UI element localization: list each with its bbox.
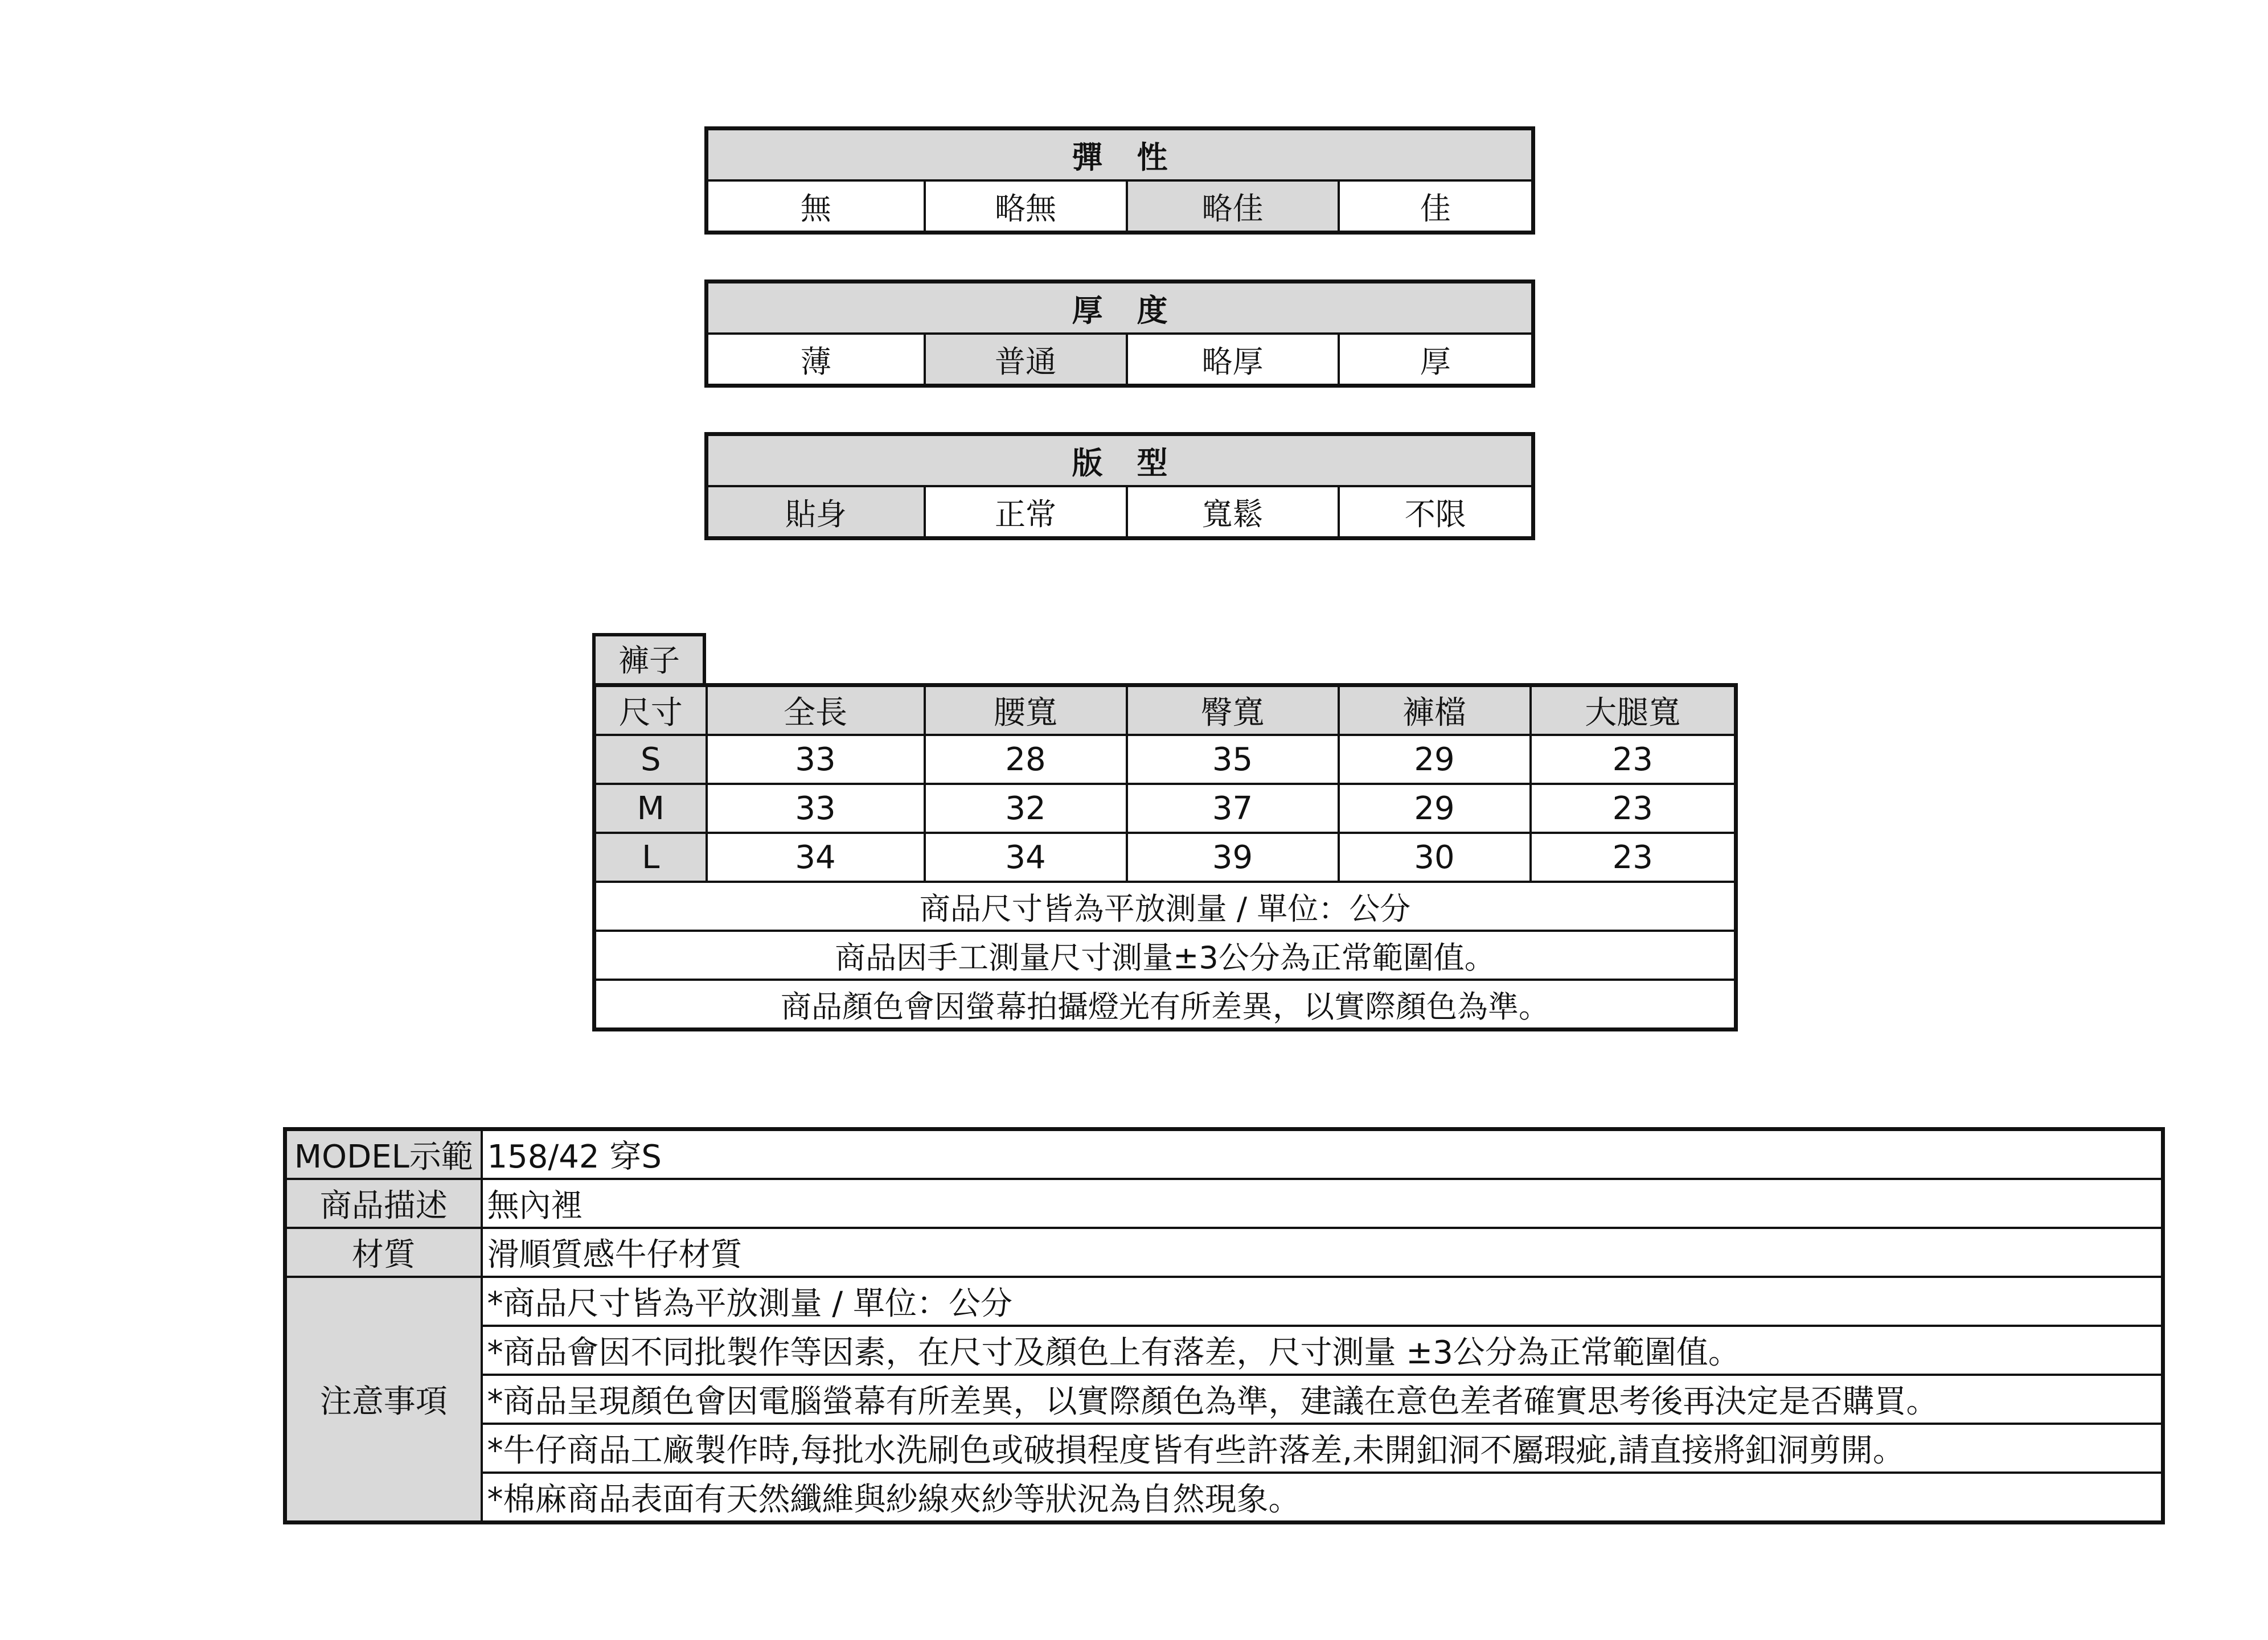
elasticity-title: 彈性 [707, 129, 1533, 181]
elasticity-option: 佳 [1339, 180, 1533, 233]
size-header: 褲檔 [1339, 685, 1531, 735]
size-label: M [594, 784, 707, 833]
model-value: 158/42 穿S [482, 1129, 2163, 1179]
fit-title: 版型 [707, 434, 1533, 487]
elasticity-option: 無 [707, 180, 925, 233]
fit-option: 寬鬆 [1127, 486, 1339, 539]
size-header: 腰寬 [925, 685, 1127, 735]
notice-item: *棉麻商品表面有天然纖維與紗線夾紗等狀況為自然現象。 [482, 1473, 2163, 1523]
size-cell: 23 [1531, 784, 1736, 833]
notice-item: *牛仔商品工廠製作時,每批水洗刷色或破損程度皆有些許落差,未開釦洞不屬瑕疵,請直接將釦洞剪開。 [482, 1424, 2163, 1473]
size-header: 尺寸 [594, 685, 707, 735]
size-header: 大腿寬 [1531, 685, 1736, 735]
elasticity-option-selected: 略佳 [1127, 180, 1339, 233]
description-label: 商品描述 [285, 1179, 482, 1228]
size-header: 臀寬 [1127, 685, 1339, 735]
fit-option-selected: 貼身 [707, 486, 925, 539]
notice-item: *商品會因不同批製作等因素，在尺寸及顏色上有落差，尺寸測量 ±3公分為正常範圍值。 [482, 1326, 2163, 1375]
notice-item: *商品呈現顏色會因電腦螢幕有所差異，以實際顏色為準，建議在意色差者確實思考後再決定是否購買。 [482, 1375, 2163, 1424]
model-label: MODEL示範 [285, 1129, 482, 1179]
thickness-option: 薄 [707, 334, 925, 386]
thickness-option: 略厚 [1127, 334, 1339, 386]
size-header-row [594, 685, 1736, 735]
size-cell: 30 [1339, 833, 1531, 882]
thickness-option: 厚 [1339, 334, 1533, 386]
size-cell: 39 [1127, 833, 1339, 882]
size-cell: 35 [1127, 735, 1339, 784]
size-cell: 23 [1531, 735, 1736, 784]
notice-label: 注意事項 [285, 1277, 482, 1523]
size-note: 商品尺寸皆為平放測量 / 單位：公分 [594, 882, 1736, 931]
size-cell: 37 [1127, 784, 1339, 833]
table-row [594, 735, 1736, 784]
fit-option: 正常 [925, 486, 1127, 539]
thickness-option-selected: 普通 [925, 334, 1127, 386]
product-info-table [283, 1127, 2165, 1524]
fit-option: 不限 [1339, 486, 1533, 539]
fit-table [704, 432, 1535, 540]
size-table-tag: 褲子 [592, 633, 706, 683]
material-label: 材質 [285, 1228, 482, 1277]
size-table [592, 683, 1738, 1031]
description-value: 無內裡 [482, 1179, 2163, 1228]
material-value: 滑順質感牛仔材質 [482, 1228, 2163, 1277]
size-note: 商品顏色會因螢幕拍攝燈光有所差異，以實際顏色為準。 [594, 980, 1736, 1030]
notice-item: *商品尺寸皆為平放測量 / 單位：公分 [482, 1277, 2163, 1326]
size-cell: 29 [1339, 784, 1531, 833]
table-row [594, 784, 1736, 833]
elasticity-table [704, 126, 1535, 235]
size-cell: 33 [707, 784, 925, 833]
table-row [594, 833, 1736, 882]
size-cell: 34 [707, 833, 925, 882]
size-cell: 28 [925, 735, 1127, 784]
elasticity-option: 略無 [925, 180, 1127, 233]
thickness-title: 厚度 [707, 282, 1533, 334]
size-header: 全長 [707, 685, 925, 735]
size-cell: 29 [1339, 735, 1531, 784]
size-cell: 32 [925, 784, 1127, 833]
size-cell: 23 [1531, 833, 1736, 882]
size-cell: 34 [925, 833, 1127, 882]
size-note: 商品因手工測量尺寸測量±3公分為正常範圍值。 [594, 931, 1736, 980]
size-label: S [594, 735, 707, 784]
thickness-table [704, 280, 1535, 388]
size-cell: 33 [707, 735, 925, 784]
size-label: L [594, 833, 707, 882]
